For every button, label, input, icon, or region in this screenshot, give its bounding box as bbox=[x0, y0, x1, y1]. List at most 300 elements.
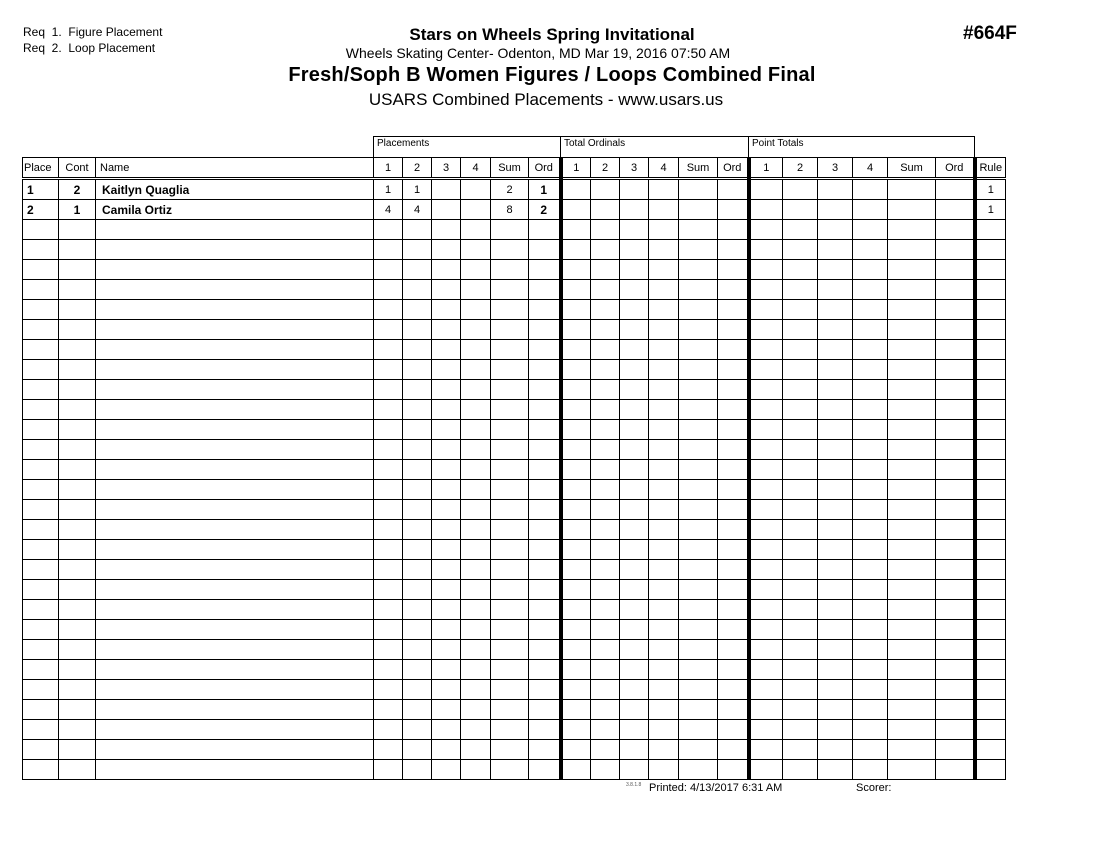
point-totals-cell bbox=[888, 600, 936, 620]
group-header-point-totals: Point Totals bbox=[748, 136, 975, 157]
requirement-number: Req 1. bbox=[23, 25, 62, 39]
placements-cell bbox=[403, 740, 432, 760]
placements-cell: 1 bbox=[374, 179, 403, 200]
point-totals-cell bbox=[936, 320, 975, 340]
venue-date-line: Wheels Skating Center- Odenton, MD Mar 19, 2016 07:50 AM bbox=[345, 45, 731, 61]
rule-cell: 1 bbox=[975, 200, 1006, 220]
point-totals-cell bbox=[936, 440, 975, 460]
place-cell bbox=[23, 360, 59, 380]
placements-cell bbox=[432, 680, 461, 700]
placements-cell bbox=[432, 620, 461, 640]
skater-name-cell bbox=[96, 300, 374, 320]
placements-cell bbox=[432, 760, 461, 780]
column-header-rule: Rule bbox=[975, 158, 1006, 179]
total-ordinals-cell bbox=[591, 440, 620, 460]
total-ordinals-cell bbox=[679, 660, 718, 680]
point-totals-cell bbox=[749, 580, 783, 600]
total-ordinals-cell bbox=[649, 400, 679, 420]
point-totals-cell bbox=[783, 420, 818, 440]
total-ordinals-cell bbox=[561, 260, 591, 280]
point-totals-cell bbox=[783, 520, 818, 540]
point-totals-cell bbox=[783, 700, 818, 720]
placements-cell bbox=[432, 220, 461, 240]
placements-cell bbox=[432, 380, 461, 400]
total-ordinals-cell bbox=[591, 240, 620, 260]
column-header-placements-3: 3 bbox=[432, 158, 461, 179]
place-cell bbox=[23, 300, 59, 320]
total-ordinals-cell bbox=[679, 600, 718, 620]
contestant-number-cell bbox=[59, 500, 96, 520]
point-totals-cell bbox=[853, 560, 888, 580]
total-ordinals-cell bbox=[649, 200, 679, 220]
point-totals-cell bbox=[783, 580, 818, 600]
total-ordinals-cell bbox=[718, 600, 749, 620]
table-row bbox=[23, 660, 1006, 680]
point-totals-cell bbox=[888, 480, 936, 500]
placements-cell bbox=[403, 760, 432, 780]
point-totals-cell bbox=[818, 360, 853, 380]
total-ordinals-cell bbox=[591, 179, 620, 200]
total-ordinals-cell bbox=[620, 220, 649, 240]
place-cell: 1 bbox=[23, 179, 59, 200]
contestant-number-cell: 1 bbox=[59, 200, 96, 220]
point-totals-cell bbox=[888, 660, 936, 680]
total-ordinals-cell bbox=[718, 179, 749, 200]
placements-cell bbox=[491, 560, 529, 580]
point-totals-cell bbox=[818, 760, 853, 780]
placements-cell bbox=[461, 340, 491, 360]
total-ordinals-cell bbox=[718, 440, 749, 460]
point-totals-cell bbox=[888, 300, 936, 320]
point-totals-cell bbox=[818, 540, 853, 560]
table-row bbox=[23, 740, 1006, 760]
total-ordinals-cell bbox=[679, 260, 718, 280]
point-totals-cell bbox=[783, 480, 818, 500]
point-totals-cell bbox=[749, 740, 783, 760]
point-totals-cell bbox=[749, 560, 783, 580]
total-ordinals-cell bbox=[649, 580, 679, 600]
point-totals-cell bbox=[749, 660, 783, 680]
total-ordinals-cell bbox=[649, 560, 679, 580]
placements-cell bbox=[374, 340, 403, 360]
rule-cell bbox=[975, 620, 1006, 640]
placements-cell bbox=[491, 420, 529, 440]
total-ordinals-cell bbox=[649, 540, 679, 560]
point-totals-cell bbox=[853, 460, 888, 480]
total-ordinals-cell bbox=[561, 179, 591, 200]
total-ordinals-cell bbox=[679, 620, 718, 640]
point-totals-cell bbox=[818, 500, 853, 520]
placements-cell bbox=[374, 540, 403, 560]
point-totals-cell bbox=[936, 380, 975, 400]
requirement-label: Loop Placement bbox=[68, 41, 156, 55]
placements-cell bbox=[461, 260, 491, 280]
place-cell bbox=[23, 620, 59, 640]
skater-name-cell bbox=[96, 600, 374, 620]
placements-cell bbox=[491, 740, 529, 760]
place-cell bbox=[23, 540, 59, 560]
point-totals-cell bbox=[749, 500, 783, 520]
total-ordinals-cell bbox=[620, 480, 649, 500]
contestant-number-cell bbox=[59, 340, 96, 360]
total-ordinals-cell bbox=[561, 240, 591, 260]
point-totals-cell bbox=[888, 740, 936, 760]
placements-cell bbox=[529, 240, 561, 260]
total-ordinals-cell bbox=[649, 360, 679, 380]
total-ordinals-cell bbox=[718, 520, 749, 540]
total-ordinals-cell bbox=[718, 340, 749, 360]
total-ordinals-cell bbox=[679, 300, 718, 320]
placements-cell bbox=[461, 760, 491, 780]
point-totals-cell bbox=[818, 220, 853, 240]
placements-cell bbox=[432, 280, 461, 300]
point-totals-cell bbox=[818, 600, 853, 620]
placements-cell bbox=[403, 700, 432, 720]
placements-cell bbox=[374, 560, 403, 580]
placements-cell bbox=[491, 500, 529, 520]
total-ordinals-cell bbox=[679, 640, 718, 660]
placements-cell bbox=[432, 660, 461, 680]
column-header-place: Place bbox=[23, 158, 59, 179]
point-totals-cell bbox=[888, 680, 936, 700]
total-ordinals-cell bbox=[591, 300, 620, 320]
event-title: Fresh/Soph B Women Figures / Loops Combined Final bbox=[288, 64, 816, 86]
total-ordinals-cell bbox=[561, 540, 591, 560]
total-ordinals-cell bbox=[718, 700, 749, 720]
total-ordinals-cell bbox=[561, 620, 591, 640]
place-cell bbox=[23, 440, 59, 460]
total-ordinals-cell bbox=[649, 600, 679, 620]
point-totals-cell bbox=[749, 540, 783, 560]
contestant-number-cell bbox=[59, 620, 96, 640]
point-totals-cell bbox=[749, 400, 783, 420]
total-ordinals-cell bbox=[679, 240, 718, 260]
total-ordinals-cell bbox=[718, 660, 749, 680]
total-ordinals-cell bbox=[718, 720, 749, 740]
skater-name-cell bbox=[96, 480, 374, 500]
place-cell: 2 bbox=[23, 200, 59, 220]
contestant-number-cell bbox=[59, 680, 96, 700]
point-totals-cell bbox=[936, 360, 975, 380]
point-totals-cell bbox=[818, 400, 853, 420]
point-totals-cell bbox=[783, 460, 818, 480]
total-ordinals-cell bbox=[718, 260, 749, 280]
total-ordinals-cell bbox=[718, 320, 749, 340]
point-totals-cell bbox=[936, 220, 975, 240]
point-totals-cell bbox=[783, 400, 818, 420]
skater-name-cell bbox=[96, 520, 374, 540]
point-totals-cell bbox=[853, 580, 888, 600]
contestant-number-cell bbox=[59, 440, 96, 460]
placements-cell bbox=[374, 380, 403, 400]
column-header-ordinals-ord: Ord bbox=[718, 158, 749, 179]
total-ordinals-cell bbox=[679, 720, 718, 740]
placements-cell bbox=[491, 720, 529, 740]
point-totals-cell bbox=[783, 380, 818, 400]
total-ordinals-cell bbox=[620, 360, 649, 380]
point-totals-cell bbox=[749, 620, 783, 640]
placements-cell bbox=[461, 620, 491, 640]
total-ordinals-cell bbox=[679, 560, 718, 580]
contestant-number-cell bbox=[59, 400, 96, 420]
total-ordinals-cell bbox=[649, 680, 679, 700]
placements-cell bbox=[403, 640, 432, 660]
point-totals-cell bbox=[853, 360, 888, 380]
placements-cell bbox=[529, 260, 561, 280]
place-cell bbox=[23, 340, 59, 360]
placements-cell bbox=[529, 460, 561, 480]
total-ordinals-cell bbox=[679, 280, 718, 300]
placements-cell bbox=[461, 580, 491, 600]
total-ordinals-cell bbox=[620, 740, 649, 760]
placements-cell bbox=[529, 520, 561, 540]
place-cell bbox=[23, 380, 59, 400]
point-totals-cell bbox=[818, 200, 853, 220]
total-ordinals-cell bbox=[591, 640, 620, 660]
placements-cell bbox=[491, 260, 529, 280]
placements-cell bbox=[491, 480, 529, 500]
event-subtitle: USARS Combined Placements - www.usars.us bbox=[368, 90, 724, 109]
point-totals-cell bbox=[783, 760, 818, 780]
point-totals-cell bbox=[749, 220, 783, 240]
placements-cell bbox=[529, 740, 561, 760]
place-cell bbox=[23, 560, 59, 580]
placements-cell bbox=[461, 740, 491, 760]
placements-cell bbox=[374, 480, 403, 500]
total-ordinals-cell bbox=[620, 600, 649, 620]
point-totals-cell bbox=[888, 340, 936, 360]
placements-cell bbox=[529, 620, 561, 640]
placements-cell bbox=[461, 179, 491, 200]
total-ordinals-cell bbox=[561, 580, 591, 600]
contestant-number-cell: 2 bbox=[59, 179, 96, 200]
placements-cell bbox=[491, 400, 529, 420]
placements-cell bbox=[403, 520, 432, 540]
placements-cell bbox=[432, 400, 461, 420]
point-totals-cell bbox=[936, 200, 975, 220]
total-ordinals-cell bbox=[561, 300, 591, 320]
column-header-points-sum: Sum bbox=[888, 158, 936, 179]
placements-cell bbox=[374, 220, 403, 240]
total-ordinals-cell bbox=[649, 640, 679, 660]
total-ordinals-cell bbox=[649, 260, 679, 280]
point-totals-cell bbox=[783, 340, 818, 360]
contestant-number-cell bbox=[59, 580, 96, 600]
point-totals-cell bbox=[853, 300, 888, 320]
point-totals-cell bbox=[936, 300, 975, 320]
point-totals-cell bbox=[888, 520, 936, 540]
total-ordinals-cell bbox=[591, 760, 620, 780]
contestant-number-cell bbox=[59, 600, 96, 620]
rule-cell bbox=[975, 280, 1006, 300]
total-ordinals-cell bbox=[561, 480, 591, 500]
total-ordinals-cell bbox=[561, 200, 591, 220]
total-ordinals-cell bbox=[561, 680, 591, 700]
point-totals-cell bbox=[888, 360, 936, 380]
placements-cell bbox=[432, 520, 461, 540]
total-ordinals-cell bbox=[561, 360, 591, 380]
point-totals-cell bbox=[818, 480, 853, 500]
total-ordinals-cell bbox=[620, 500, 649, 520]
placements-cell bbox=[461, 200, 491, 220]
point-totals-cell bbox=[783, 260, 818, 280]
total-ordinals-cell bbox=[620, 440, 649, 460]
placements-cell bbox=[529, 340, 561, 360]
placements-cell bbox=[529, 680, 561, 700]
total-ordinals-cell bbox=[649, 220, 679, 240]
rule-cell bbox=[975, 560, 1006, 580]
placements-cell bbox=[403, 680, 432, 700]
scorer-label: Scorer: bbox=[856, 782, 892, 794]
total-ordinals-cell bbox=[591, 680, 620, 700]
contestant-number-cell bbox=[59, 760, 96, 780]
point-totals-cell bbox=[936, 760, 975, 780]
placements-cell bbox=[461, 560, 491, 580]
point-totals-cell bbox=[783, 360, 818, 380]
point-totals-cell bbox=[749, 520, 783, 540]
place-cell bbox=[23, 580, 59, 600]
total-ordinals-cell bbox=[561, 740, 591, 760]
rule-cell bbox=[975, 520, 1006, 540]
placements-cell bbox=[374, 700, 403, 720]
rule-cell bbox=[975, 220, 1006, 240]
contestant-number-cell bbox=[59, 720, 96, 740]
placements-cell bbox=[432, 580, 461, 600]
point-totals-cell bbox=[936, 680, 975, 700]
placements-cell bbox=[461, 680, 491, 700]
place-cell bbox=[23, 420, 59, 440]
placements-cell bbox=[374, 420, 403, 440]
placements-cell bbox=[529, 660, 561, 680]
total-ordinals-cell bbox=[649, 520, 679, 540]
placements-cell bbox=[403, 380, 432, 400]
place-cell bbox=[23, 500, 59, 520]
place-cell bbox=[23, 740, 59, 760]
point-totals-cell bbox=[853, 220, 888, 240]
point-totals-cell bbox=[749, 240, 783, 260]
table-row bbox=[23, 200, 1006, 220]
table-header-row bbox=[23, 158, 1006, 179]
placements-cell bbox=[432, 440, 461, 460]
column-header-points-1: 1 bbox=[749, 158, 783, 179]
placements-cell: 2 bbox=[491, 179, 529, 200]
skater-name-cell: Camila Ortiz bbox=[96, 200, 374, 220]
placements-cell bbox=[491, 660, 529, 680]
point-totals-cell bbox=[853, 260, 888, 280]
point-totals-cell bbox=[936, 720, 975, 740]
point-totals-cell bbox=[818, 240, 853, 260]
placements-cell bbox=[432, 300, 461, 320]
rule-cell bbox=[975, 740, 1006, 760]
point-totals-cell bbox=[749, 280, 783, 300]
placements-cell bbox=[432, 740, 461, 760]
total-ordinals-cell bbox=[649, 300, 679, 320]
point-totals-cell bbox=[936, 640, 975, 660]
rule-cell bbox=[975, 580, 1006, 600]
total-ordinals-cell bbox=[649, 320, 679, 340]
placements-cell bbox=[432, 240, 461, 260]
total-ordinals-cell bbox=[561, 320, 591, 340]
placements-cell bbox=[491, 340, 529, 360]
column-header-placements-4: 4 bbox=[461, 158, 491, 179]
rule-cell bbox=[975, 760, 1006, 780]
point-totals-cell bbox=[888, 240, 936, 260]
placements-cell bbox=[529, 540, 561, 560]
placements-cell bbox=[432, 600, 461, 620]
placements-cell bbox=[403, 600, 432, 620]
total-ordinals-cell bbox=[649, 740, 679, 760]
placements-cell bbox=[374, 620, 403, 640]
placements-cell bbox=[374, 360, 403, 380]
printed-timestamp: Printed: 4/13/2017 6:31 AM bbox=[649, 782, 783, 794]
placements-cell bbox=[403, 660, 432, 680]
place-cell bbox=[23, 760, 59, 780]
total-ordinals-cell bbox=[679, 500, 718, 520]
total-ordinals-cell bbox=[620, 300, 649, 320]
place-cell bbox=[23, 260, 59, 280]
skater-name-cell bbox=[96, 340, 374, 360]
total-ordinals-cell bbox=[718, 380, 749, 400]
point-totals-cell bbox=[853, 680, 888, 700]
skater-name-cell bbox=[96, 700, 374, 720]
placements-cell bbox=[461, 640, 491, 660]
point-totals-cell bbox=[853, 520, 888, 540]
point-totals-cell bbox=[853, 480, 888, 500]
point-totals-cell bbox=[783, 540, 818, 560]
skater-name-cell bbox=[96, 280, 374, 300]
placements-cell bbox=[529, 600, 561, 620]
column-header-ordinals-sum: Sum bbox=[679, 158, 718, 179]
placements-cell bbox=[461, 280, 491, 300]
point-totals-cell bbox=[783, 320, 818, 340]
placements-cell bbox=[529, 560, 561, 580]
skater-name-cell bbox=[96, 380, 374, 400]
placements-cell bbox=[491, 540, 529, 560]
placements-cell bbox=[374, 460, 403, 480]
point-totals-cell bbox=[936, 280, 975, 300]
placements-cell bbox=[403, 620, 432, 640]
placements-cell bbox=[529, 320, 561, 340]
placements-cell bbox=[432, 640, 461, 660]
table-row bbox=[23, 620, 1006, 640]
skater-name-cell bbox=[96, 660, 374, 680]
total-ordinals-cell bbox=[591, 540, 620, 560]
point-totals-cell bbox=[749, 179, 783, 200]
placements-cell bbox=[432, 320, 461, 340]
point-totals-cell bbox=[783, 300, 818, 320]
contestant-number-cell bbox=[59, 260, 96, 280]
table-row bbox=[23, 420, 1006, 440]
place-cell bbox=[23, 320, 59, 340]
total-ordinals-cell bbox=[620, 340, 649, 360]
total-ordinals-cell bbox=[591, 520, 620, 540]
placements-cell bbox=[491, 280, 529, 300]
placements-cell bbox=[461, 660, 491, 680]
place-cell bbox=[23, 700, 59, 720]
total-ordinals-cell bbox=[561, 400, 591, 420]
point-totals-cell bbox=[888, 540, 936, 560]
point-totals-cell bbox=[936, 240, 975, 260]
contestant-number-cell bbox=[59, 280, 96, 300]
point-totals-cell bbox=[936, 540, 975, 560]
total-ordinals-cell bbox=[718, 480, 749, 500]
placements-cell: 8 bbox=[491, 200, 529, 220]
point-totals-cell bbox=[749, 760, 783, 780]
skater-name-cell bbox=[96, 220, 374, 240]
total-ordinals-cell bbox=[591, 600, 620, 620]
point-totals-cell bbox=[888, 640, 936, 660]
point-totals-cell bbox=[818, 260, 853, 280]
